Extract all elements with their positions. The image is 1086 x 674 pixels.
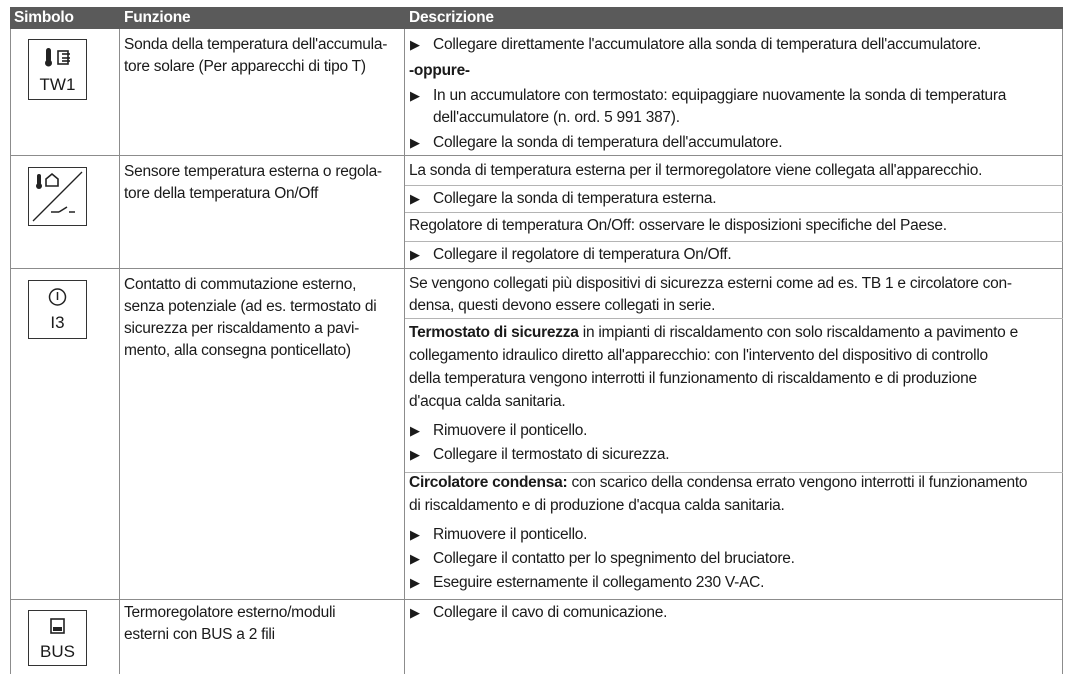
oppure-text: -oppure- [409, 62, 470, 79]
description-text: di riscaldamento e di produzione d'acqua calda sanitaria. [409, 497, 785, 514]
description-text: La sonda di temperatura esterna per il termoregolatore viene collegata all'apparecchio. [409, 162, 983, 179]
header-symbol: Simbolo [14, 9, 74, 26]
symbol-label: BUS [40, 642, 75, 661]
list-item: ▶ Eseguire esternamente il collegamento 230 V-AC. [410, 572, 764, 595]
power-icon [29, 283, 86, 311]
row-divider [10, 599, 1063, 600]
list-item: ▶ Collegare la sonda di temperatura esterna. [410, 188, 716, 211]
table-header [10, 7, 1063, 29]
symbol-label: I3 [50, 313, 65, 332]
function-text: Sensore temperatura esterna o regola- [124, 163, 382, 180]
row-divider [10, 155, 1063, 156]
description-text: della temperatura vengono interrotti il funzionamento di riscaldamento e di produzione [409, 370, 977, 387]
list-item: ▶ Rimuovere il ponticello. [410, 524, 587, 547]
description-text: collegamento idraulico diretto all'apparecchio: con l'intervento del dispositivo di controllo [409, 347, 988, 364]
sub-divider [405, 241, 1063, 242]
outdoor-sensor-switch-icon [29, 168, 86, 225]
grid-line [1062, 29, 1063, 674]
header-description: Descrizione [409, 9, 494, 26]
symbol-tw1 [28, 39, 87, 100]
function-text: esterni con BUS a 2 fili [124, 626, 275, 643]
description-text: Regolatore di temperatura On/Off: osservare le disposizioni specifiche del Paese. [409, 217, 947, 234]
list-item: ▶ Collegare il regolatore di temperatura On/Off. [410, 244, 731, 267]
description-text: densa, questi devono essere collegati in serie. [409, 297, 716, 314]
bullet-icon: ▶ [410, 37, 420, 52]
header-function: Funzione [124, 9, 191, 26]
bullet-icon: ▶ [410, 447, 420, 462]
list-item: ▶ Collegare il cavo di comunicazione. [410, 602, 667, 625]
bullet-icon: ▶ [410, 135, 420, 150]
list-item: ▶ Rimuovere il ponticello. [410, 420, 587, 443]
list-item-continuation: dell'accumulatore (n. ord. 5 991 387). [433, 109, 680, 126]
function-text: mento, alla consegna ponticellato) [124, 342, 351, 359]
bullet-icon: ▶ [410, 527, 420, 542]
function-text: senza potenziale (ad es. termostato di [124, 298, 377, 315]
list-item: ▶ Collegare direttamente l'accumulatore alla sonda di temperatura dell'accumulatore. [410, 34, 981, 57]
symbol-outdoor-sensor [28, 167, 87, 226]
symbol-label: TW1 [39, 75, 76, 94]
symbol-i3 [28, 280, 87, 339]
bullet-icon: ▶ [410, 247, 420, 262]
row-divider [10, 268, 1063, 269]
description-text: Termostato di sicurezza in impianti di riscaldamento con solo riscaldamento a pavimento e [409, 324, 1018, 341]
bullet-icon: ▶ [410, 605, 420, 620]
list-item: ▶ Collegare la sonda di temperatura dell'accumulatore. [410, 132, 782, 155]
function-text: tore solare (Per apparecchi di tipo T) [124, 58, 366, 75]
bus-module-icon [29, 613, 86, 639]
list-item: ▶ Collegare il termostato di sicurezza. [410, 444, 669, 467]
sub-divider [405, 318, 1063, 319]
description-text: Se vengono collegati più dispositivi di sicurezza esterni come ad es. TB 1 e circolatore con- [409, 275, 1012, 292]
function-text: Contatto di commutazione esterno, [124, 276, 357, 293]
list-item: ▶ Collegare il contatto per lo spegnimento del bruciatore. [410, 548, 795, 571]
sub-divider [405, 212, 1063, 213]
description-text: Circolatore condensa: con scarico della condensa errato vengono interrotti il funzionamento [409, 474, 1028, 491]
bullet-icon: ▶ [410, 191, 420, 206]
bullet-icon: ▶ [410, 575, 420, 590]
condensate-pump-title: Circolatore condensa: [409, 474, 568, 491]
description-text: d'acqua calda sanitaria. [409, 393, 566, 410]
bullet-icon: ▶ [410, 551, 420, 566]
symbol-bus [28, 610, 87, 666]
function-text: Termoregolatore esterno/moduli [124, 604, 336, 621]
function-text: sicurezza per riscaldamento a pavi- [124, 320, 360, 337]
list-item: ▶ In un accumulatore con termostato: equipaggiare nuovamente la sonda di temperatura [410, 85, 1006, 108]
safety-thermostat-title: Termostato di sicurezza [409, 324, 579, 341]
function-text: tore della temperatura On/Off [124, 185, 319, 202]
grid-line [119, 29, 120, 674]
thermometer-storage-icon [29, 42, 86, 74]
bullet-icon: ▶ [410, 88, 420, 103]
sub-divider [405, 185, 1063, 186]
grid-line [404, 29, 405, 674]
grid-line [10, 29, 11, 674]
function-text: Sonda della temperatura dell'accumula- [124, 36, 388, 53]
bullet-icon: ▶ [410, 423, 420, 438]
